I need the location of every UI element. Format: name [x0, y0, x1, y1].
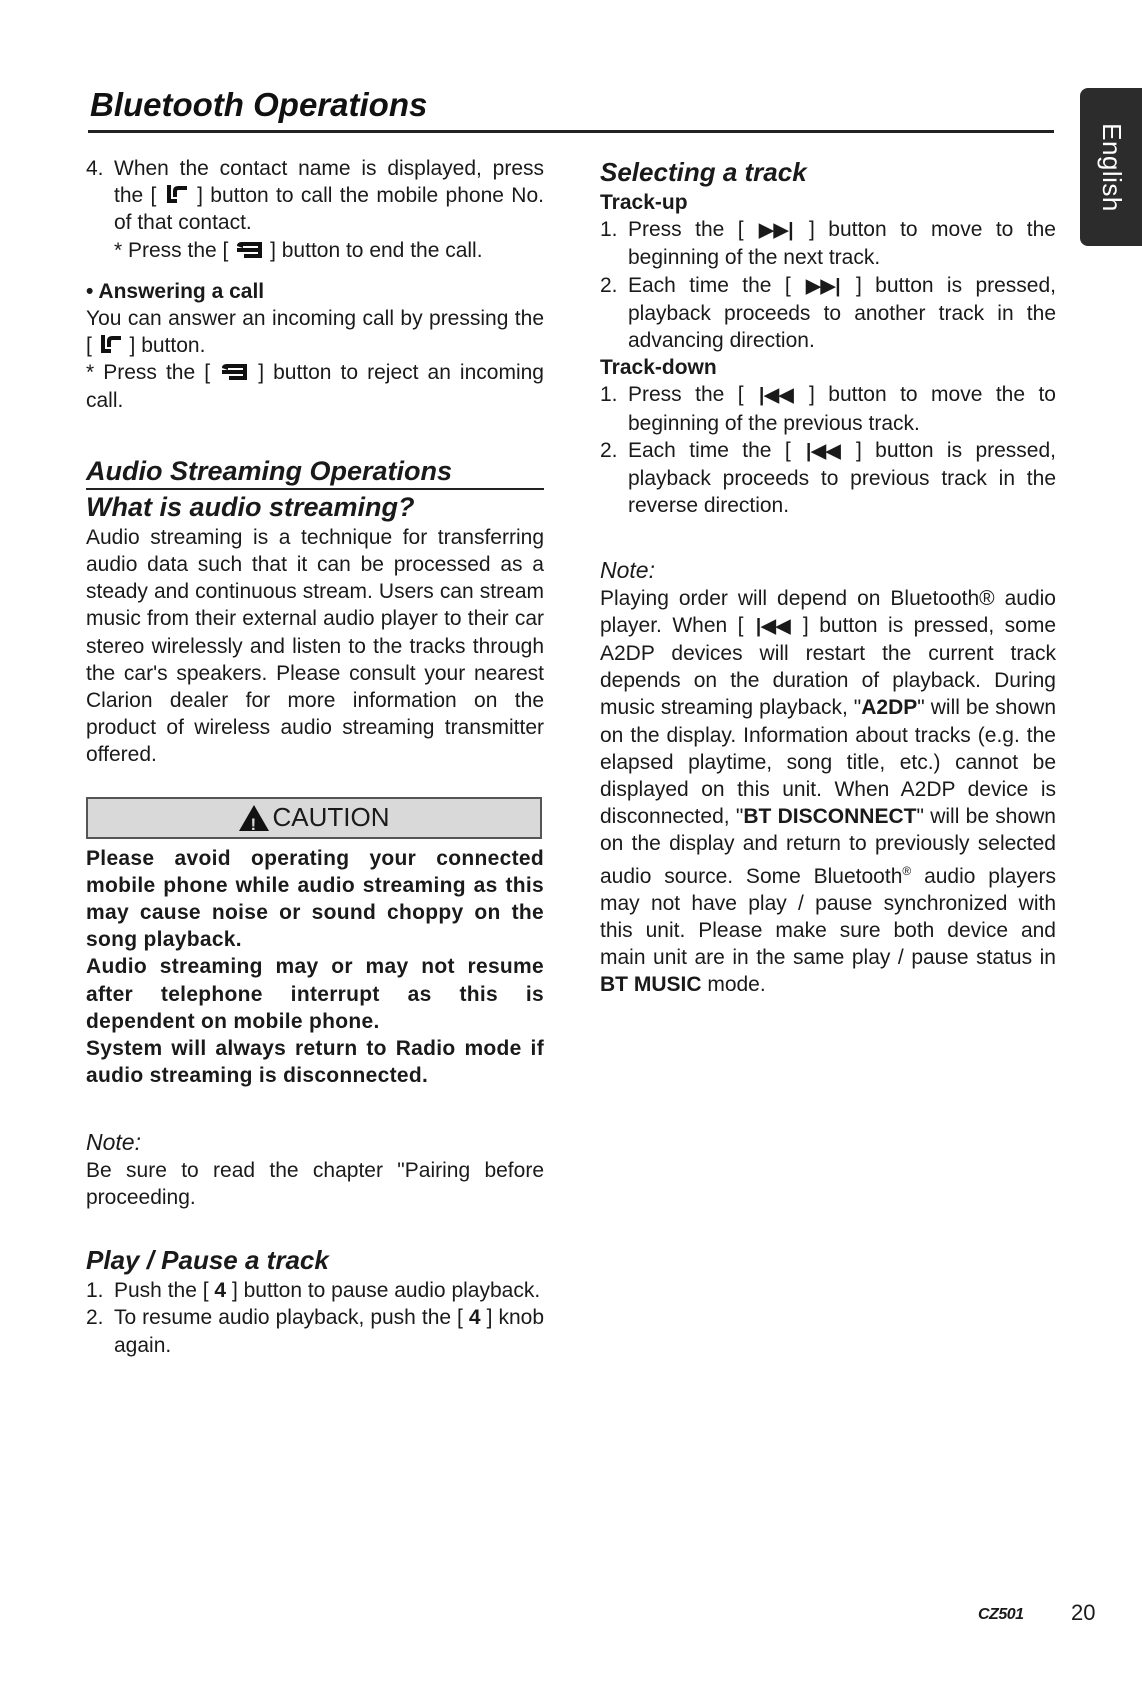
display-text: BT MUSIC	[600, 973, 702, 997]
display-text: A2DP	[861, 696, 918, 720]
list-item: 1. Press the [ |◀◀ ] button to move the to beginning of the previous track.	[600, 383, 1056, 435]
language-tab	[1080, 88, 1142, 246]
section-heading: Audio Streaming Operations	[86, 454, 544, 490]
end-call-icon	[219, 362, 249, 382]
subsection-heading: Track-up	[600, 191, 688, 214]
key-label: 4	[468, 1306, 481, 1330]
previous-track-icon: |◀◀	[806, 440, 841, 462]
display-text: BT DISCONNECT	[743, 805, 917, 829]
next-track-icon: ▶▶|	[759, 220, 794, 242]
caution-text: Please avoid operating your connected mobile phone while audio streaming as this may cause noise or sound choppy on the song playback.	[86, 846, 544, 952]
subsection-heading: Track-down	[600, 356, 717, 380]
caution-text: Audio streaming may or may not resume after telephone interrupt as this is dependent on mobile phone.	[86, 955, 544, 1033]
end-call-icon	[234, 240, 264, 260]
title-divider	[88, 130, 1054, 133]
right-column	[600, 155, 1056, 999]
next-track-icon: ▶▶|	[806, 275, 841, 297]
previous-track-icon: |◀◀	[759, 385, 794, 407]
key-label: 4	[214, 1279, 227, 1303]
section-heading: Play / Pause a track	[86, 1245, 329, 1276]
list-item	[86, 155, 544, 237]
list-item: 2. Each time the [ |◀◀ ] button is pressed, playback proceeds to previous track in the reverse direction.	[600, 438, 1056, 518]
previous-track-icon: |◀◀	[755, 615, 791, 637]
list-item: 1. Press the [ ▶▶| ] button to move to the beginning of the next track.	[600, 218, 1056, 270]
section-heading: Selecting a track	[600, 157, 807, 187]
note-text: Playing order will depend on Bluetooth® audio player. When [ |◀◀ ] button is pressed, some A2DP devices will restart the current track depends on the duration of playback. During music streaming playback, "A2DP" will be shown on the display. Information about tracks (e.g. the elapsed playtime, song title, etc.) cannot be displayed on this unit. When A2DP device is disconnected, "BT DISCONNECT" will be shown on the display and return to previously selected audio source. Some Bluetooth® audio players may not have play / pause synchronized with this unit. Please make sure both device and main unit are in the same play / pause status in BT MUSIC mode.	[600, 586, 1056, 997]
answering-note: * Press the [ ] button to reject an incoming call.	[86, 361, 544, 412]
answering-heading: • Answering a call	[86, 279, 265, 303]
caution-label: CAUTION	[272, 802, 390, 833]
model-number: CZ501	[978, 1606, 1024, 1623]
call-icon	[98, 333, 124, 355]
registered-mark: ®	[902, 863, 912, 878]
note-text: Be sure to read the chapter "Pairing before proceeding.	[86, 1158, 544, 1209]
step-text: When the contact name is displayed, press the [ ] button to call the mobile phone No. of that contact.	[114, 157, 544, 235]
note-heading: Note:	[86, 1129, 141, 1156]
left-column	[86, 155, 544, 1359]
streaming-body: Audio streaming is a technique for transferring audio data such that it can be processed as a steady and continuous stream. Users can stream music from their external audio player to their car stereo wirelessly and listen to the tracks through the car's speakers. Please consult your nearest Clarion dealer for more information on the product of wireless audio streaming transmitter offered.	[86, 525, 544, 767]
list-item: 2. To resume audio playback, push the [ 4 ] knob again.	[86, 1306, 545, 1357]
step-number: 4.	[86, 157, 104, 180]
list-item: 1. Push the [ 4 ] button to pause audio playback.	[86, 1279, 541, 1303]
note-heading: Note:	[600, 557, 655, 584]
page-title: Bluetooth Operations	[90, 86, 428, 123]
list-item: 2. Each time the [ ▶▶| ] button is pressed, playback proceeds to another track in the advancing direction.	[600, 273, 1056, 353]
call-icon	[164, 183, 190, 205]
section-subheading: What is audio streaming?	[86, 491, 415, 522]
warning-icon: !	[239, 805, 269, 831]
step-note: * Press the [ ] button to end the call.	[114, 238, 483, 262]
caution-text: System will always return to Radio mode if audio streaming is disconnected.	[86, 1037, 544, 1088]
page-number: 20	[1071, 1600, 1096, 1625]
answering-text: You can answer an incoming call by pressing the [ ] button.	[86, 307, 544, 358]
language-tab-label: English	[1096, 122, 1127, 212]
caution-banner	[86, 797, 542, 839]
